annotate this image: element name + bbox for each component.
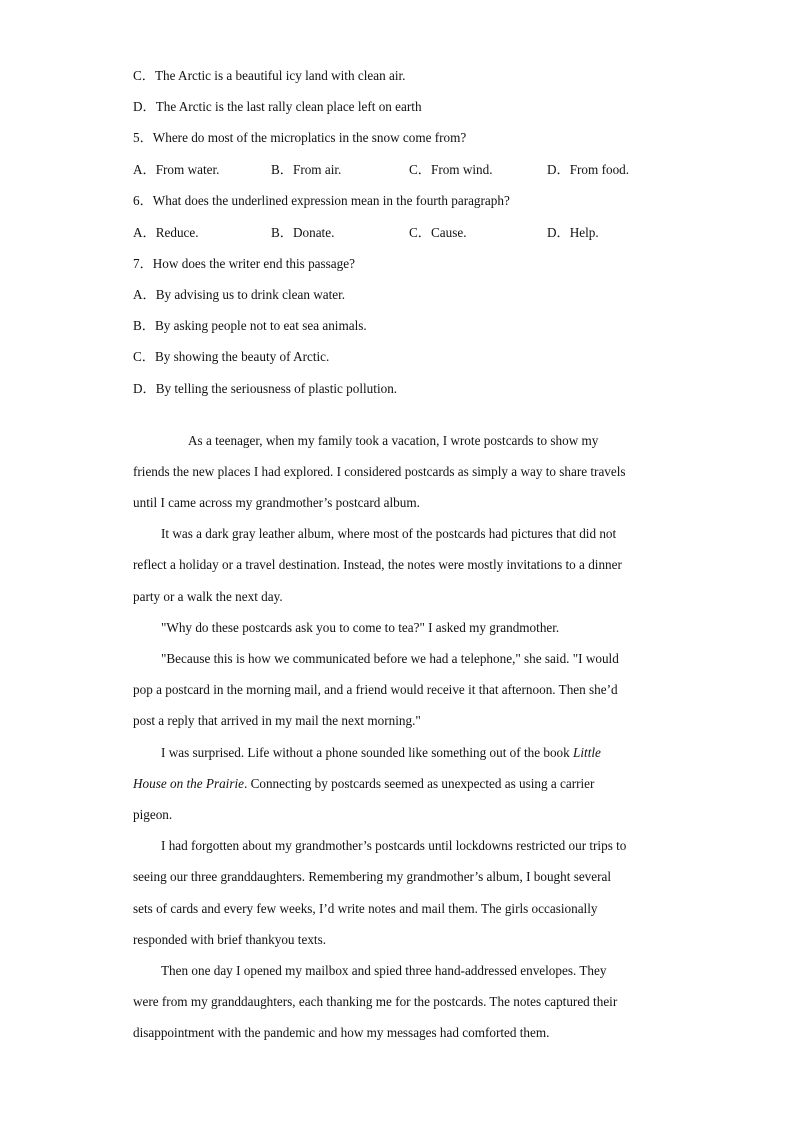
passage-p7-line: were from my granddaughters, each thanking me for the postcards. The notes captured their: [133, 994, 618, 1009]
passage-p5-line: [133, 775, 594, 793]
passage-p7-line: Then one day I opened my mailbox and spied three hand-addressed envelopes. They: [161, 963, 607, 978]
passage-p6-line: seeing our three granddaughters. Remembering my grandmother’s album, I bought several: [133, 869, 612, 884]
q7-option-c: C．By showing the beauty of Arctic.: [133, 349, 330, 364]
question-5-stem: 5．Where do most of the microplatics in the snow come from?: [133, 130, 467, 145]
passage-p2-line: party or a walk the next day.: [133, 589, 283, 604]
passage-p2-line: reflect a holiday or a travel destination. Instead, the notes were mostly invitations to a dinner: [133, 557, 622, 572]
book-title: House on the Prairie: [133, 776, 244, 791]
p5-text: . Connecting by postcards seemed as unexpected as using a carrier: [243, 776, 595, 791]
question-7-stem: 7．How does the writer end this passage?: [133, 256, 355, 271]
book-title: Little: [573, 745, 601, 760]
q5-option-d: D．From food.: [547, 162, 630, 177]
passage-p4-line: post a reply that arrived in my mail the next morning.": [133, 713, 421, 728]
q5-option-a: A．From water.: [133, 162, 220, 177]
passage-p4-line: "Because this is how we communicated before we had a telephone," she said. "I would: [161, 651, 619, 666]
passage-p3-line: "Why do these postcards ask you to come to tea?" I asked my grandmother.: [161, 620, 560, 635]
passage-p1-line: As a teenager, when my family took a vacation, I wrote postcards to show my: [188, 433, 599, 448]
passage-p4-line: pop a postcard in the morning mail, and a friend would receive it that afternoon. Then she’d: [133, 682, 618, 697]
question-6-stem: 6．What does the underlined expression mean in the fourth paragraph?: [133, 193, 510, 208]
p5-text: I was surprised. Life without a phone sounded like something out of the book: [161, 745, 574, 760]
option-d-q4: D．The Arctic is the last rally clean place left on earth: [133, 99, 422, 114]
option-c-q4: C．The Arctic is a beautiful icy land with clean air.: [133, 68, 406, 83]
q6-option-c: C．Cause.: [409, 225, 467, 240]
passage-p5-line: [161, 744, 601, 762]
q6-option-a: A．Reduce.: [133, 225, 199, 240]
passage-p5-line: pigeon.: [133, 807, 173, 822]
q6-option-d: D．Help.: [547, 225, 599, 240]
q5-option-b: B．From air.: [271, 162, 342, 177]
q5-option-c: C．From wind.: [409, 162, 493, 177]
passage-p1-line: friends the new places I had explored. I considered postcards as simply a way to share travels: [133, 464, 626, 479]
passage-p2-line: It was a dark gray leather album, where most of the postcards had pictures that did not: [161, 526, 617, 541]
passage-p6-line: responded with brief thankyou texts.: [133, 932, 327, 947]
passage-p6-line: sets of cards and every few weeks, I’d write notes and mail them. The girls occasionally: [133, 901, 598, 916]
q7-option-a: A．By advising us to drink clean water.: [133, 287, 346, 302]
q6-option-b: B．Donate.: [271, 225, 335, 240]
passage-p7-line: disappointment with the pandemic and how my messages had comforted them.: [133, 1025, 550, 1040]
q7-option-d: D．By telling the seriousness of plastic pollution.: [133, 381, 398, 396]
passage-p1-line: until I came across my grandmother’s postcard album.: [133, 495, 420, 510]
passage-p6-line: I had forgotten about my grandmother’s postcards until lockdowns restricted our trips to: [161, 838, 627, 853]
q7-option-b: B．By asking people not to eat sea animals.: [133, 318, 367, 333]
